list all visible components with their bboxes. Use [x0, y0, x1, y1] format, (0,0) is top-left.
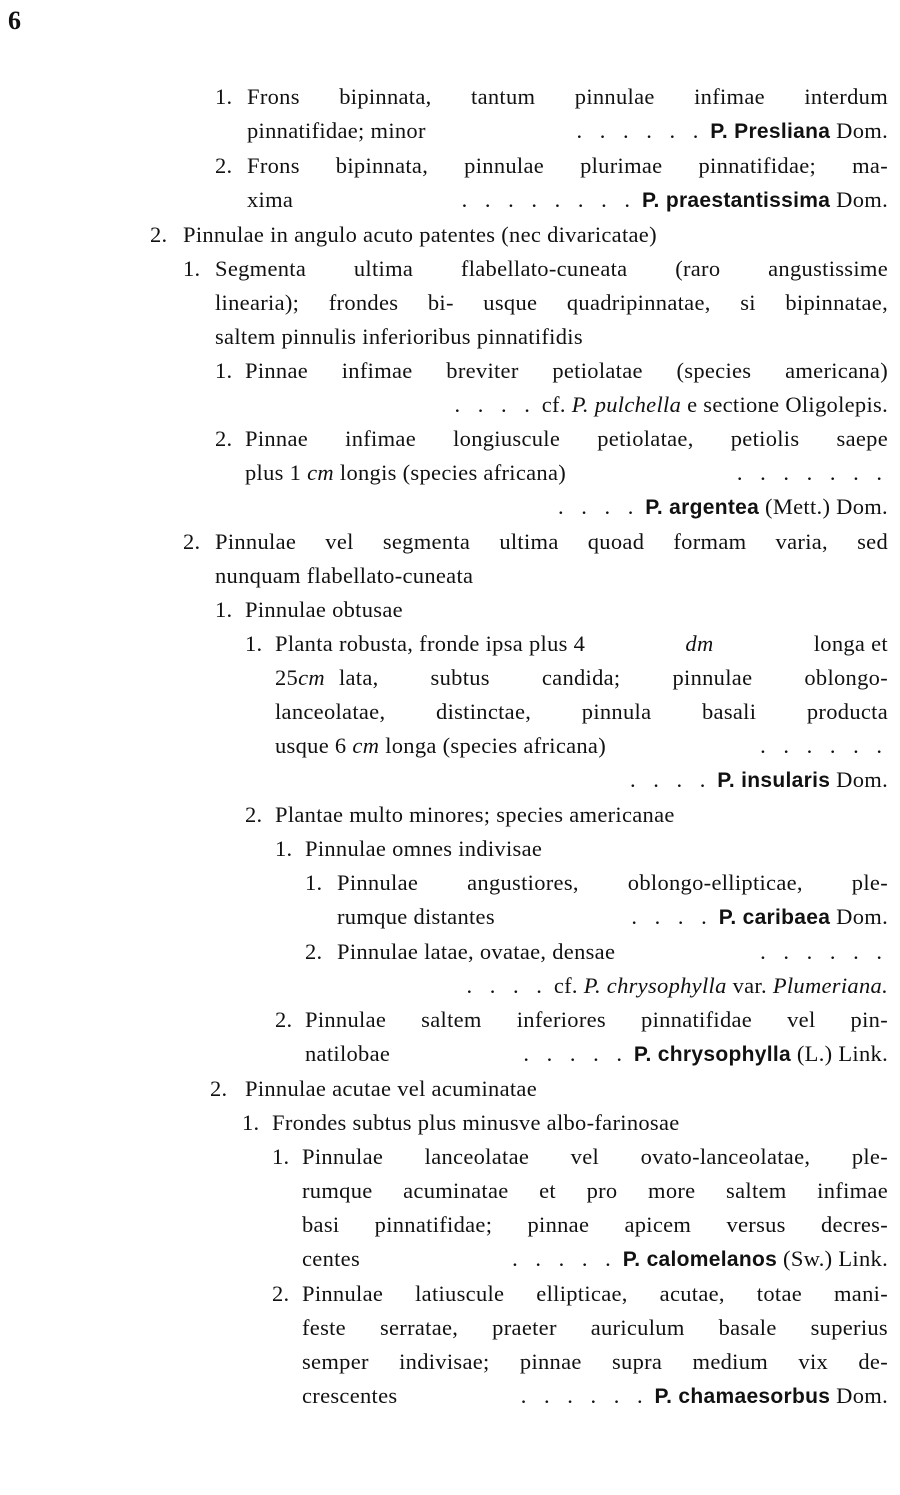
entry-number: 1. [272, 1144, 290, 1169]
entry-text: xima [247, 187, 294, 212]
taxon-name: P. caribaea [718, 906, 831, 929]
taxon-author: Dom. [836, 904, 888, 929]
entry-text: nunquam flabellato-cuneata [215, 563, 474, 588]
entry-number: 2. [245, 802, 263, 827]
key-entry [0, 252, 900, 354]
key-entry [0, 1140, 900, 1277]
entry-number: 2. [150, 222, 168, 247]
entry-text: plus 1 [245, 460, 302, 485]
key-entry [0, 627, 900, 798]
entry-text: Pinnulae lanceolatae vel ovato-lanceolatae, ple- [302, 1144, 888, 1169]
leader-dots: . . . . . . [760, 939, 888, 964]
taxon-name: P. insularis [717, 769, 831, 792]
entry-text: basi pinnatifidae; pinnae apicem versus decres- [302, 1212, 888, 1237]
entry-text: rumque distantes [337, 904, 495, 929]
entry-line [247, 114, 888, 149]
entry-text: Pinnulae in angulo acuto patentes (nec divaricatae) [183, 222, 657, 247]
entry-text: Segmenta ultima flabellato-cuneata (raro angustissime [215, 256, 888, 281]
entry-line [275, 729, 888, 763]
leader-dots: . . . . . . [576, 118, 705, 143]
cf-label: cf. [541, 392, 566, 417]
entry-number: 1. [215, 358, 233, 383]
leader-dots: . . . . . . . . [461, 187, 637, 212]
key-entry [0, 80, 900, 149]
taxon-author: (L.) Link. [796, 1041, 888, 1066]
cf-label: cf. [553, 973, 578, 998]
entry-number: 2. [183, 529, 201, 554]
entry-number: 1. [215, 84, 233, 109]
dichotomous-key [0, 80, 900, 1414]
entry-text: e sectione Oligolepis. [687, 392, 888, 417]
taxon-name: P. argentea [645, 496, 760, 519]
entry-text: Pinnulae acutae vel acuminatae [245, 1076, 537, 1101]
entry-text: Frons bipinnata, pinnulae plurimae pinnatifidae; ma- [247, 153, 888, 178]
entry-text: longa (species africana) [385, 733, 607, 758]
entry-text: centes [302, 1246, 361, 1271]
key-entry [0, 866, 900, 935]
taxon-name: P. chrysophylla [583, 973, 727, 998]
entry-number: 2. [215, 426, 233, 451]
entry-text: Pinnulae angustiores, oblongo-ellipticae, ple- [337, 870, 888, 895]
key-entry [0, 798, 900, 832]
entry-number: 2. [305, 939, 323, 964]
entry-text: Pinnulae latae, ovatae, densae [337, 939, 616, 964]
entry-number: 1. [215, 597, 233, 622]
leader-dots: . . . . . . [520, 1383, 649, 1408]
leader-dots: . . . . . . . [736, 460, 888, 485]
taxon-author: Dom. [836, 767, 888, 792]
entry-text: rumque acuminatae et pro more saltem infimae [302, 1178, 888, 1203]
entry-text: Pinnulae saltem inferiores pinnatifidae vel pin- [305, 1007, 888, 1032]
unit: cm [298, 665, 325, 690]
key-entry [0, 354, 900, 422]
var-label: var. [732, 973, 767, 998]
entry-text: Plantae multo minores; species americanae [275, 802, 675, 827]
taxon-name: P. praestantissima [641, 189, 831, 212]
taxon-name: P. pulchella [571, 392, 682, 417]
unit: cm [307, 460, 334, 485]
key-entry [0, 832, 900, 866]
entry-text: longis (species africana) [339, 460, 567, 485]
key-entry [0, 935, 900, 1003]
taxon-author: Dom. [836, 187, 888, 212]
entry-number: 1. [242, 1110, 260, 1135]
taxon-name: P. chrysophylla [633, 1043, 791, 1066]
key-entry [0, 525, 900, 593]
entry-text: feste serratae, praeter auriculum basale superius [302, 1315, 888, 1340]
entry-text: lanceolatae, distinctae, pinnula basali producta [275, 699, 888, 724]
entry-line [305, 1037, 888, 1072]
entry-number: 2. [210, 1076, 228, 1101]
entry-text: crescentes [302, 1383, 398, 1408]
leader-dots: . . . . [466, 973, 548, 998]
taxon-author: Dom. [836, 1383, 888, 1408]
entry-text: Frondes subtus plus minusve albo-farinosae [272, 1110, 680, 1135]
entry-text: Pinnae infimae longiuscule petiolatae, petiolis saepe [245, 426, 888, 451]
taxon-name: P. calomelanos [622, 1248, 778, 1271]
entry-line [302, 1242, 888, 1277]
entry-text: Planta robusta, fronde ipsa plus 4 [275, 631, 586, 656]
entry-number: 2. [275, 1007, 293, 1032]
taxon-author: (Sw.) Link. [783, 1246, 888, 1271]
entry-text: longa et [813, 631, 888, 656]
entry-number: 1. [245, 631, 263, 656]
leader-dots: . . . . [557, 494, 640, 519]
taxon-author: Dom. [836, 118, 888, 143]
taxon-author: (Mett.) Dom. [765, 494, 888, 519]
entry-line [337, 935, 888, 969]
entry-text: Pinnulae obtusae [245, 597, 403, 622]
entry-text: lata, subtus candida; pinnulae oblongo- [338, 665, 888, 690]
leader-dots: . . . . . [512, 1246, 617, 1271]
leader-dots: . . . . . [523, 1041, 628, 1066]
key-entry [0, 1277, 900, 1414]
entry-text: semper indivisae; pinnae supra medium vix de- [302, 1349, 888, 1374]
key-entry [0, 593, 900, 627]
entry-line [337, 900, 888, 935]
taxon-name: P. chamaesorbus [654, 1385, 831, 1408]
taxon-name: Plumeriana. [772, 973, 888, 998]
entry-line [245, 388, 888, 422]
leader-dots: . . . . [631, 904, 713, 929]
entry-text: Pinnulae vel segmenta ultima quoad formam varia, sed [215, 529, 888, 554]
entry-line [245, 490, 888, 525]
entry-text: Pinnulae omnes indivisae [305, 836, 543, 861]
entry-text: Frons bipinnata, tantum pinnulae infimae interdum [247, 84, 888, 109]
entry-text: usque 6 [275, 733, 347, 758]
key-entry [0, 149, 900, 218]
taxon-name: P. Presliana [710, 120, 831, 143]
entry-line [337, 969, 888, 1003]
entry-line [275, 763, 888, 798]
entry-text: Pinnae infimae breviter petiolatae (species americana) [245, 358, 888, 383]
entry-text: saltem pinnulis inferioribus pinnatifidis [215, 324, 583, 349]
unit: dm [685, 631, 714, 656]
key-entry [0, 1072, 900, 1106]
entry-number: 1. [183, 256, 201, 281]
entry-line [275, 661, 888, 695]
unit: cm [352, 733, 380, 758]
leader-dots: . . . . [454, 392, 536, 417]
leader-dots: . . . . [629, 767, 712, 792]
leader-dots: . . . . . . [760, 733, 888, 758]
entry-text: Pinnulae latiuscule ellipticae, acutae, totae mani- [302, 1281, 888, 1306]
entry-text: linearia); frondes bi- usque quadripinnatae, si bipinnatae, [215, 290, 888, 315]
key-entry [0, 422, 900, 525]
entry-text: pinnatifidae; minor [247, 118, 426, 143]
entry-number: 1. [275, 836, 293, 861]
entry-line [247, 183, 888, 218]
entry-line [245, 456, 888, 490]
key-entry [0, 218, 900, 252]
entry-text: natilobae [305, 1041, 391, 1066]
key-entry [0, 1106, 900, 1140]
entry-line [275, 627, 888, 661]
entry-number: 2. [215, 153, 233, 178]
page-number: 6 [8, 6, 21, 35]
entry-line [302, 1379, 888, 1414]
entry-number: 1. [305, 870, 323, 895]
entry-text: 25 [275, 665, 299, 690]
entry-number: 2. [272, 1281, 290, 1306]
key-entry [0, 1003, 900, 1072]
